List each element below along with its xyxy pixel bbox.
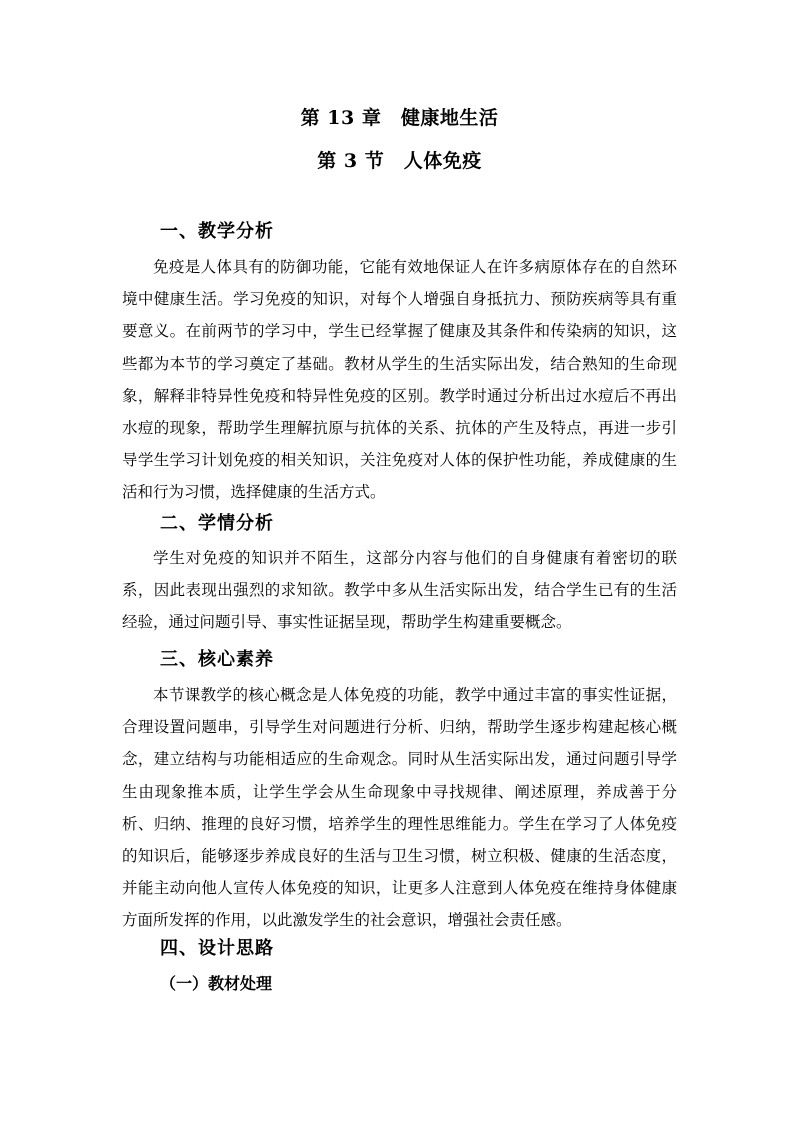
heading-student-analysis: 二、学情分析: [160, 513, 274, 534]
subheading-textbook-processing: （一）教材处理: [160, 974, 273, 993]
heading-core-literacy: 三、核心素养: [160, 649, 274, 670]
section-title: 第 3 节 人体免疫: [317, 150, 482, 172]
heading-design-ideas: 四、设计思路: [160, 938, 274, 959]
chapter-title: 第 13 章 健康地生活: [300, 107, 499, 129]
paragraph-core-literacy: 本节课教学的核心概念是人体免疫的功能，教学中通过丰富的事实性证据，合理设置问题串，引导学生对问题进行分析、归纳，帮助学生逐步构建起核心概念，建立结构与功能相适应的生命观念。同时从生活实际出发，通过问题引导学生由现象推本质，让学生学会从生命现象中寻找规律、阐述原理，养成善于分析、归纳、推理的良好习惯，培养学生的理性思维能力。学生在学习了人体免疫的知识后，能够逐步养成良好的生活与卫生习惯，树立积极、健康的生活态度，并能主动向他人宣传人体免疫的知识，让更多人注意到人体免疫在维持身体健康方面所发挥的作用，以此激发学生的社会意识，增强社会责任感。: [122, 686, 677, 930]
paragraph-teaching-analysis: 免疫是人体具有的防御功能，它能有效地保证人在许多病原体存在的自然环境中健康生活。学习免疫的知识，对每个人增强自身抵抗力、预防疾病等具有重要意义。在前两节的学习中，学生已经掌握了健康及其条件和传染病的知识，这些都为本节的学习奠定了基础。教材从学生的生活实际出发，结合熟知的生命现象，解释非特异性免疫和特异性免疫的区别。教学时通过分析出过水痘后不再出水痘的现象，帮助学生理解抗原与抗体的关系、抗体的产生及特点，再进一步引导学生学习计划免疫的相关知识，关注免疫对人体的保护性功能，养成健康的生活和行为习惯，选择健康的生活方式。: [122, 258, 677, 502]
heading-teaching-analysis: 一、教学分析: [160, 221, 274, 242]
paragraph-student-analysis: 学生对免疫的知识并不陌生，这部分内容与他们的自身健康有着密切的联系，因此表现出强烈的求知欲。教学中多从生活实际出发，结合学生已有的生活经验，通过问题引导、事实性证据呈现，帮助学生构建重要概念。: [122, 549, 677, 632]
